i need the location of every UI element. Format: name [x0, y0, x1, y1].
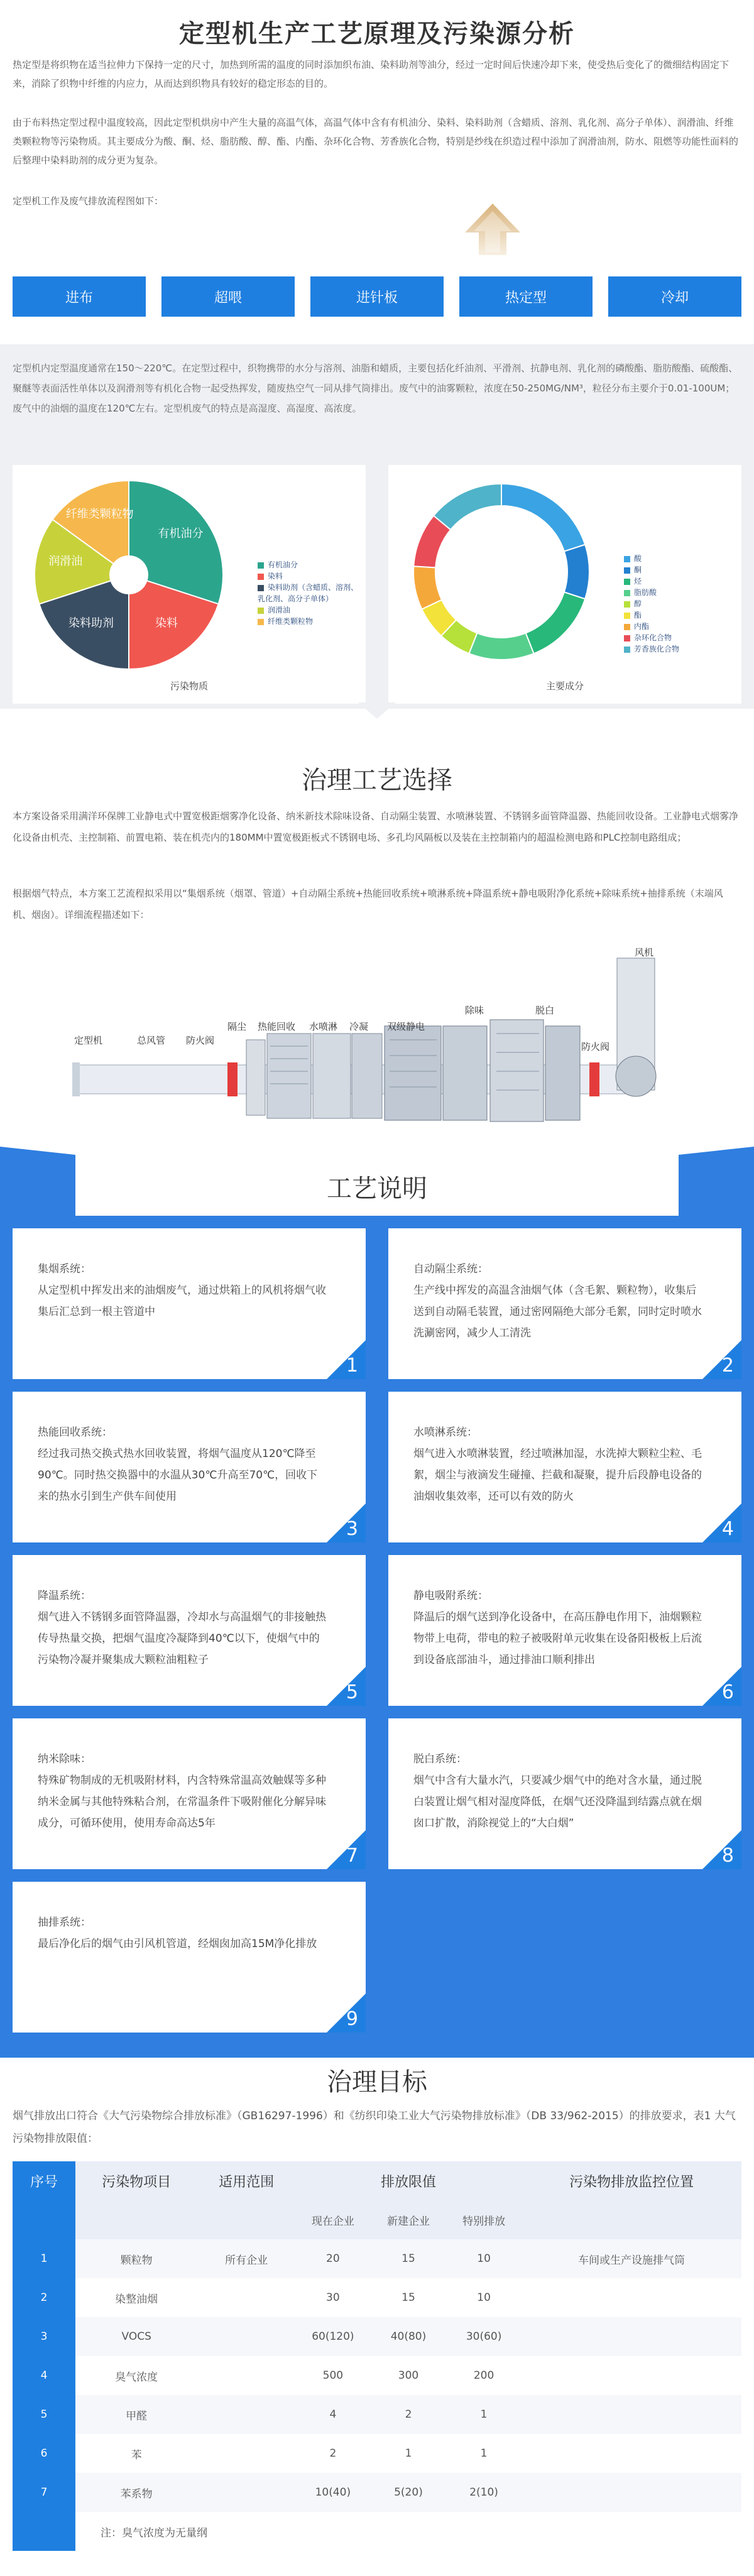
card-number-3: 3 [346, 1518, 358, 1540]
process-choice-paragraph-1: 本方案设备采用满洋环保牌工业静电式中置宽极距烟雾净化设备、纳米新技术除味设备、自动隔尘装置、水喷淋装置、不锈钢多面管降温器、热能回收设备。工业静电式烟雾净化设备由机壳、主控制箱、前置电箱、装在机壳内的180MM中置宽极距板式不锈钢电场、多孔均风隔板以及装在主控制箱内的超温检测电路和PLC控制电路组成； [13, 810, 739, 843]
pollutant-pie-card [13, 465, 366, 704]
label-fire-valve-2: 防火阀 [581, 1041, 610, 1052]
legend-entry [258, 559, 358, 570]
legend-entry [258, 570, 358, 582]
legend-swatch [258, 585, 264, 591]
pie-slice-label-3: 染料助剂 [68, 616, 114, 630]
goal-title: 治理目标 [327, 2068, 427, 2097]
legend-swatch [624, 635, 630, 641]
label-setting-machine: 定型机 [74, 1035, 103, 1046]
process-card-7-text: 纳米除味： 特殊矿物制成的无机吸附材料，内含特殊常温高效触媒等多种纳米金属与其他特殊粘合剂，在常温条件下吸附催化分解异味成分，可循环使用，使用寿命高达5年 [38, 1753, 326, 1830]
goal-paragraph: 烟气排放出口符合《大气污染物综合排放标准》（GB16297-1996）和《纺织印染工业大气污染物排放标准》（DB 33/962-2015）的排放要求，表1 大气污染物排放限值： [13, 2110, 736, 2145]
temperature-paragraph: 定型机内定型温度通常在150～220℃。在定型过程中，织物携带的水分与溶剂、油脂和蜡质，主要包括化纤油剂、平滑剂、抗静电剂、乳化剂的磷酸酯、脂肪酸酯、硫酸酯、聚醚等表面活性单体以及润滑剂等有机化合物一起受热挥发，随废热空气一同从排气筒排出。废气中的油雾颗粒，浓度在50-250MG/NM³，粒径分布主要介于0.01-100UM；废气中的油烟的温度在120℃左右。定型机废气的特点是高湿度、高湿度、高浓度。 [13, 363, 738, 414]
flow-caption: 定型机工作及废气排放流程图如下： [13, 195, 164, 207]
legend-entry [624, 576, 737, 587]
label-water-spray: 水喷淋 [309, 1021, 338, 1032]
legend-swatch [624, 601, 630, 608]
legend-swatch [624, 613, 630, 619]
step-heatset-button[interactable]: 热定型 [459, 276, 593, 317]
header-scope: 适用范围 [197, 2161, 295, 2200]
table-note: 注：臭气浓度为无量纲 [101, 2526, 207, 2540]
legend-swatch [258, 562, 264, 569]
legend-swatch [258, 574, 264, 580]
legend-label: 染料 [268, 572, 283, 581]
legend-swatch [624, 556, 630, 562]
table-row: 3 VOCS 60(120) 40(80) 30(60) [13, 2317, 741, 2356]
step-cooling-button[interactable]: 冷却 [608, 276, 741, 317]
process-card-8 [388, 1718, 741, 1869]
legend-entry [624, 621, 737, 632]
legend-label: 染料助剂（含蜡质、溶剂、乳化剂、高分子单体） [258, 583, 359, 603]
header-monitor: 污染物排放监控位置 [522, 2161, 741, 2200]
legend-label: 酯 [634, 611, 642, 619]
process-card-7 [13, 1718, 366, 1869]
legend-swatch [258, 619, 264, 625]
process-card-1-text: 集烟系统： 从定型机中挥发出来的油烟废气，通过烘箱上的风机将烟气收集后汇总到一根主管道中 [38, 1263, 326, 1318]
process-card-5 [13, 1555, 366, 1706]
label-fire-valve-1: 防火阀 [186, 1035, 215, 1046]
legend-swatch [624, 624, 630, 630]
process-card-3 [13, 1392, 366, 1542]
legend-label: 润滑油 [268, 606, 291, 614]
card-number-7: 7 [346, 1845, 358, 1867]
legend-entry [624, 553, 737, 564]
process-card-4-text: 水喷淋系统： 烟气进入水喷淋装置，经过喷淋加湿，水洗掉大颗粒尘粒、毛絮，烟尘与液滴发生碰撞、拦截和凝聚，提升后段静电设备的油烟收集效率，还可以有效的防火 [413, 1426, 702, 1503]
process-card-6-text: 静电吸附系统： 降温后的烟气送到净化设备中，在高压静电作用下，油烟颗粒物带上电荷，带电的粒子被吸附单元收集在设备阳极板上后流到设备底部油斗，通过排油口顺利排出 [413, 1590, 702, 1666]
label-heat-recovery: 热能回收 [258, 1021, 296, 1032]
pie-slice-3 [526, 592, 585, 653]
table-row: 5 甲醛 4 2 1 [13, 2395, 741, 2434]
legend-entry [258, 582, 358, 604]
label-dual-electrostatic: 双级静电 [387, 1021, 425, 1032]
pie-slice-4 [469, 633, 533, 660]
pie-slice-label-2: 染料 [155, 616, 178, 630]
subheader-new: 新建企业 [371, 2200, 446, 2239]
legend-label: 杂环化合物 [634, 633, 672, 642]
process-card-9 [13, 1882, 366, 2033]
legend-entry [258, 604, 358, 616]
legend-label: 醇 [634, 599, 642, 608]
table-row: 1 颗粒物 所有企业 20 15 10 车间或生产设施排气筒 [13, 2239, 741, 2278]
label-dust-separator: 隔尘 [227, 1021, 247, 1032]
legend-entry [624, 587, 737, 598]
pie-slice-label-5: 纤维类颗粒物 [65, 508, 134, 521]
legend-label: 烃 [634, 577, 642, 586]
label-condenser: 冷凝 [349, 1021, 369, 1032]
pollutant-chart-title: 污染物质 [170, 680, 208, 692]
section-divider-notch [358, 702, 396, 720]
step-pinplate-button[interactable]: 进针板 [310, 276, 444, 317]
pollutant-legend [258, 559, 358, 627]
process-card-9-text: 抽排系统： 最后净化后的烟气由引风机管道，经烟囱加高15M净化排放 [38, 1916, 317, 1950]
table-note-row [13, 2512, 741, 2551]
process-card-3-text: 热能回收系统： 经过我司热交换式热水回收装置，将烟气温度从120℃降至90℃。同时热交换器中的水温从30℃升高至70℃，回收下来的热水引到生产供车间使用 [38, 1426, 318, 1503]
process-card-8-text: 脱白系统： 烟气中含有大量水汽，只要减少烟气中的绝对含水量，通过脱白装置让烟气相对湿度降低，在烟气还没降温到结露点就在烟囱口扩散，消除视觉上的“大白烟” [413, 1753, 702, 1830]
process-card-2 [388, 1228, 741, 1379]
header-seq: 序号 [13, 2161, 75, 2200]
pie-slice-1 [129, 481, 223, 604]
pie-slice-9 [434, 484, 501, 530]
legend-swatch [258, 608, 264, 614]
pie-slice-label-4: 润滑油 [48, 555, 83, 569]
card-number-4: 4 [721, 1518, 734, 1540]
subheader-special: 特别排放 [446, 2200, 522, 2239]
label-fan: 风机 [635, 947, 654, 958]
legend-swatch [624, 647, 630, 653]
table-row: 2 染整油烟 30 15 10 [13, 2278, 741, 2317]
step-feed-button[interactable]: 进布 [13, 276, 146, 317]
legend-label: 纤维类颗粒物 [268, 617, 314, 626]
card-number-1: 1 [346, 1355, 358, 1377]
flow-steps [13, 276, 741, 317]
legend-label: 有机油分 [268, 560, 298, 569]
component-chart-title: 主要成分 [545, 680, 584, 692]
intro-paragraph-1: 热定型是将织物在适当拉伸力下保持一定的尺寸，加热到所需的温度的同时添加织布油、染料助剂等油分，经过一定时间后快速冷却下来，使受热后变化了的微细结构固定下来，消除了织物中纤维的内应力，从而达到织物具有较好的稳定形态的目的。 [13, 59, 729, 89]
process-card-4 [388, 1392, 741, 1542]
legend-entry [624, 643, 737, 655]
process-desc-title: 工艺说明 [327, 1174, 427, 1203]
header-limit: 排放限值 [295, 2161, 522, 2200]
pie-slice-2 [564, 545, 589, 599]
pipeline-drawing [0, 946, 754, 1172]
table-row: 4 臭气浓度 500 300 200 [13, 2356, 741, 2395]
table-row: 7 苯系物 10(40) 5(20) 2(10) [13, 2473, 741, 2512]
process-card-1 [13, 1228, 366, 1379]
card-number-9: 9 [346, 2008, 358, 2030]
legend-label: 酸 [634, 554, 642, 563]
legend-entry [624, 598, 737, 609]
process-card-5-text: 降温系统： 烟气进入不锈钢多面管降温器，冷却水与高温烟气的非接触热传导热量交换，把烟气温度冷凝降到40℃以下，使烟气中的污染物冷凝并聚集成大颗粒油粗粒子 [38, 1590, 326, 1666]
arrow-up-icon [457, 200, 528, 258]
legend-entry [258, 616, 358, 627]
process-card-6 [388, 1555, 741, 1706]
card-number-8: 8 [721, 1845, 734, 1867]
legend-swatch [624, 579, 630, 585]
label-deodorize: 除味 [465, 1005, 484, 1016]
legend-swatch [624, 567, 630, 574]
table-row: 6 苯 2 1 1 [13, 2434, 741, 2473]
legend-label: 芳香族化合物 [634, 645, 680, 653]
card-number-2: 2 [721, 1355, 734, 1377]
legend-entry [624, 609, 737, 621]
label-main-duct: 总风管 [137, 1035, 166, 1046]
legend-entry [624, 632, 737, 643]
process-card-2-text: 自动隔尘系统： 生产线中挥发的高温含油烟气体（含毛絮、颗粒物），收集后送到自动隔毛装置，通过密网隔绝大部分毛絮，同时定时喷水洗涮密网，减少人工清洗 [413, 1263, 702, 1340]
process-choice-paragraph-2: 根据烟气特点，本方案工艺流程拟采用以“集烟系统（烟罩、管道）+自动隔尘系统+热能回收系统+喷淋系统+降温系统+静电吸附净化系统+除味系统+抽排系统（末端风机、烟囱）。详细流程描述如下： [13, 888, 723, 920]
component-donut-card [388, 465, 741, 704]
legend-swatch [624, 590, 630, 596]
component-legend [624, 553, 737, 655]
pie-slice-label-1: 有机油分 [158, 527, 204, 541]
process-choice-title: 治理工艺选择 [302, 766, 452, 795]
header-item: 污染物项目 [75, 2161, 197, 2200]
emission-limits-table [13, 2161, 741, 2551]
label-whitening-removal: 脱白 [535, 1005, 555, 1016]
card-number-6: 6 [721, 1681, 734, 1703]
step-overfeed-button[interactable]: 超喂 [161, 276, 295, 317]
subheader-current: 现在企业 [295, 2200, 371, 2239]
intro-paragraph-2: 由于布料热定型过程中温度较高，因此定型机烘房中产生大量的高温气体，高温气体中含有有机油分、染料、染料助剂（含蜡质、溶剂、乳化剂、高分子单体）、润滑油、纤维类颗粒物等污染物质。其主要成分为酸、酮、烃、脂肪酸、醇、酯、内酯、杂环化合物、芳香族化合物，特别是纱线在织造过程中添加了润滑油剂，防水、阻燃等功能性面料的后整理中染料助剂的成分更为复杂。 [13, 117, 739, 166]
legend-entry [624, 564, 737, 576]
pie-slice-1 [501, 484, 585, 552]
legend-label: 酮 [634, 565, 642, 574]
table-subheader-row [13, 2200, 741, 2239]
legend-label: 脂肪酸 [634, 588, 657, 597]
card-number-5: 5 [346, 1681, 358, 1703]
page-title: 定型机生产工艺原理及污染源分析 [179, 19, 575, 48]
table-header-row [13, 2161, 741, 2200]
legend-label: 内酯 [634, 622, 650, 631]
